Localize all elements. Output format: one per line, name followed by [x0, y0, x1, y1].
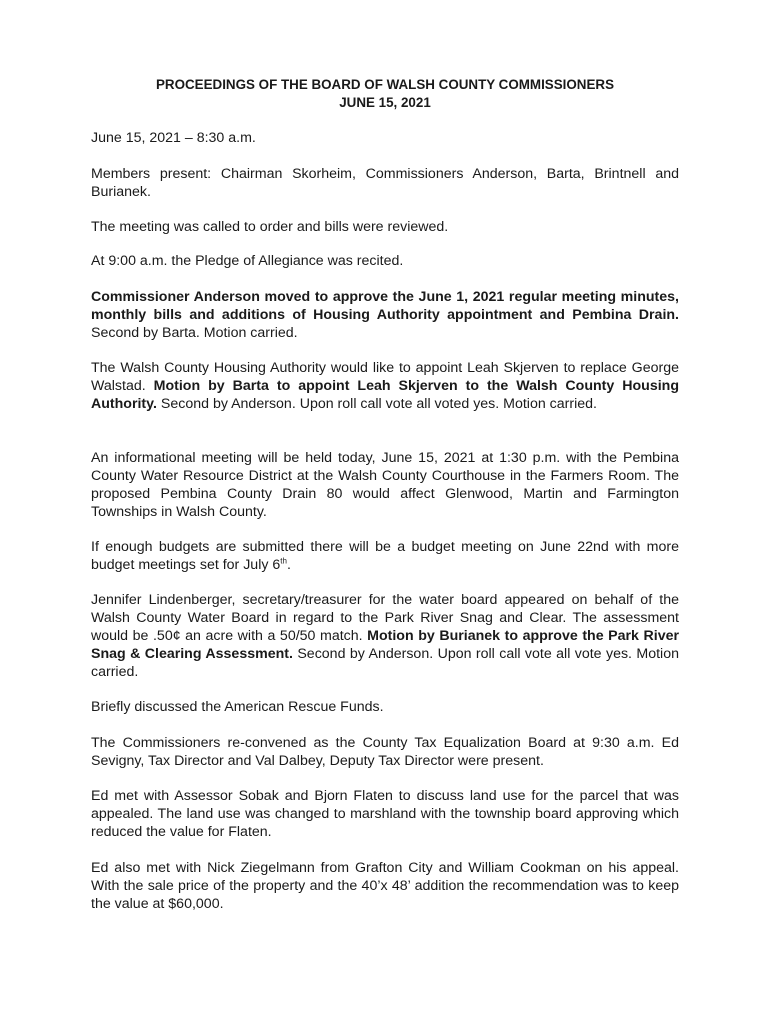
housing-authority-paragraph [91, 359, 679, 413]
minutes-approval-paragraph [91, 288, 679, 342]
minutes-motion-result: Second by Barta. Motion carried. [91, 325, 298, 341]
water-board-intro: Jennifer Lindenberger, secretary/treasurer for the water board appeared on behalf of the Walsh County Water Board in regard to the Park River Snag and Clear. The assessment would be .50¢ an acre with a 50/50 match. [91, 592, 679, 644]
document-title: PROCEEDINGS OF THE BOARD OF WALSH COUNTY COMMISSIONERS [155, 77, 615, 92]
pledge-paragraph: At 9:00 a.m. the Pledge of Allegiance was recited. [91, 253, 404, 269]
rescue-funds-paragraph: Briefly discussed the American Rescue Funds. [91, 699, 384, 715]
snag-clearing-motion: Motion by Burianek to approve the Park River Snag & Clearing Assessment. [91, 628, 679, 662]
budget-meeting-text: If enough budgets are submitted there will be a budget meeting on June 22nd with more budget meetings set for July 6 [91, 539, 679, 573]
tax-equalization-paragraph: The Commissioners re-convened as the County Tax Equalization Board at 9:30 a.m. Ed Sevigny, Tax Director and Val Dalbey, Deputy Tax Director were present. [91, 735, 679, 769]
housing-authority-result: Second by Anderson. Upon roll call vote all voted yes. Motion carried. [156, 396, 597, 412]
budget-meeting-paragraph [91, 538, 679, 574]
flaten-appeal-paragraph: Ed met with Assessor Sobak and Bjorn Flaten to discuss land use for the parcel that was appealed. The land use was changed to marshland with the township board approving which reduced the value for Flaten. [91, 788, 679, 840]
call-to-order-paragraph: The meeting was called to order and bills were reviewed. [91, 219, 449, 235]
meeting-time: June 15, 2021 – 8:30 a.m. [91, 130, 256, 146]
members-present-paragraph: Members present: Chairman Skorheim, Commissioners Anderson, Barta, Brintnell and Burianek. [91, 166, 679, 200]
snag-clearing-result: Second by Anderson. Upon roll call vote all vote yes. Motion carried. [91, 646, 679, 680]
water-board-paragraph [91, 591, 679, 681]
ordinal-suffix: th [280, 556, 287, 566]
cookman-appeal-paragraph: Ed also met with Nick Ziegelmann from Grafton City and William Cookman on his appeal. With the sale price of the property and the 40’x 48’ addition the recommendation was to keep the value at $60,000. [91, 860, 679, 912]
document-date-heading: JUNE 15, 2021 [339, 95, 431, 110]
minutes-motion-text: Commissioner Anderson moved to approve the June 1, 2021 regular meeting minutes, monthly bills and additions of Housing Authority appointment and Pembina Drain. [91, 289, 679, 323]
informational-meeting-paragraph: An informational meeting will be held today, June 15, 2021 at 1:30 p.m. with the Pembina County Water Resource District at the Walsh County Courthouse in the Farmers Room. The proposed Pembina County Drain 80 would affect Glenwood, Martin and Farmington Townships in Walsh County. [91, 450, 679, 520]
housing-authority-intro: The Walsh County Housing Authority would like to appoint Leah Skjerven to replace George Walstad. [91, 360, 679, 394]
housing-authority-motion: Motion by Barta to appoint Leah Skjerven to the Walsh County Housing Authority. [91, 378, 679, 412]
budget-meeting-end: . [286, 557, 291, 573]
